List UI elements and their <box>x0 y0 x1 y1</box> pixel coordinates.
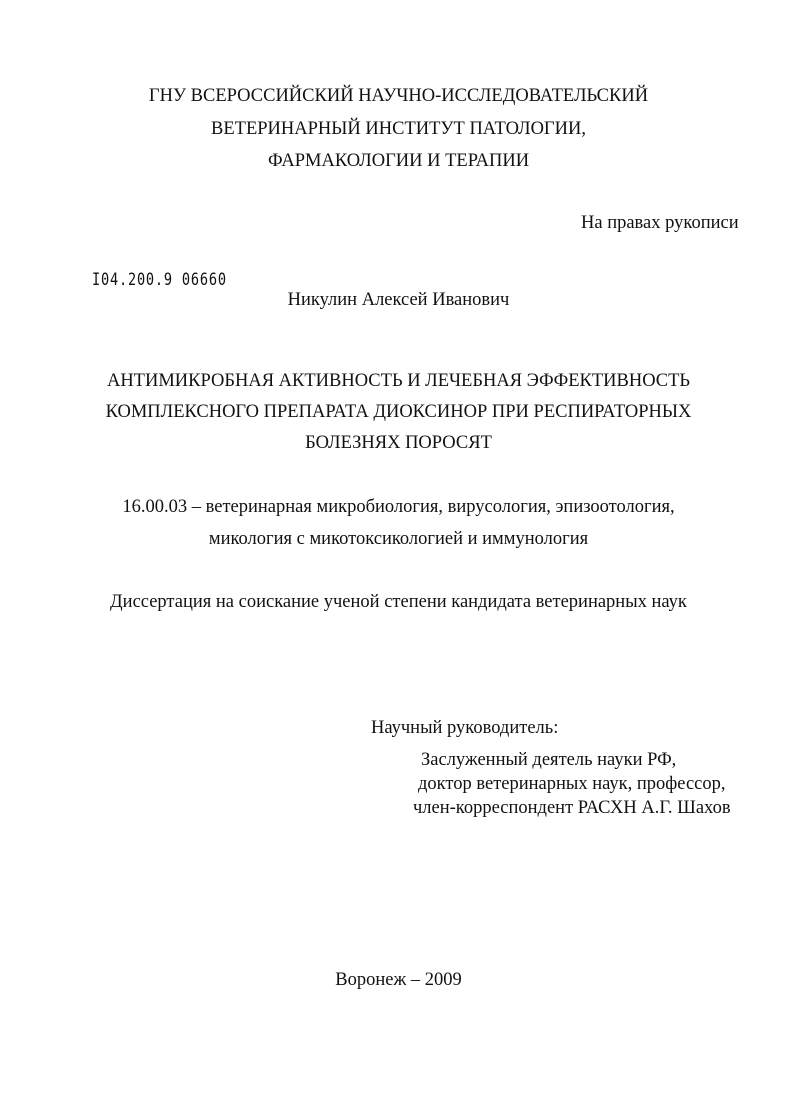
specialty-line-1: 16.00.03 – ветеринарная микробиология, вирусология, эпизоотология, <box>122 497 675 517</box>
institution-line-3: ФАРМАКОЛОГИИ И ТЕРАПИИ <box>267 151 530 171</box>
institution-line-1: ГНУ ВСЕРОССИЙСКИЙ НАУЧНО-ИССЛЕДОВАТЕЛЬСКИЙ <box>148 86 649 106</box>
supervisor-line-3: член-корреспондент РАСХН А.Г. Шахов <box>413 798 731 818</box>
title-line-2: КОМПЛЕКСНОГО ПРЕПАРАТА ДИОКСИНОР ПРИ РЕСПИРАТОРНЫХ <box>105 402 692 422</box>
supervisor-line-1: Заслуженный деятель науки РФ, <box>421 750 677 770</box>
author-name: Никулин Алексей Иванович <box>287 290 510 310</box>
title-line-1: АНТИМИКРОБНАЯ АКТИВНОСТЬ И ЛЕЧЕБНАЯ ЭФФЕКТИВНОСТЬ <box>106 371 691 391</box>
manuscript-note: На правах рукописи <box>581 213 739 233</box>
title-line-3: БОЛЕЗНЯХ ПОРОСЯТ <box>305 433 492 453</box>
supervisor-label: Научный руководитель: <box>371 718 559 738</box>
specialty-line-2: микология с микотоксикологией и иммунология <box>208 529 589 549</box>
city-year: Воронеж – 2009 <box>335 970 462 990</box>
archive-stamp-number: І04.200.9 06660 <box>92 270 227 290</box>
degree-statement: Диссертация на соискание ученой степени кандидата ветеринарных наук <box>110 592 687 612</box>
supervisor-line-2: доктор ветеринарных наук, профессор, <box>418 774 726 794</box>
institution-line-2: ВЕТЕРИНАРНЫЙ ИНСТИТУТ ПАТОЛОГИИ, <box>211 119 586 139</box>
